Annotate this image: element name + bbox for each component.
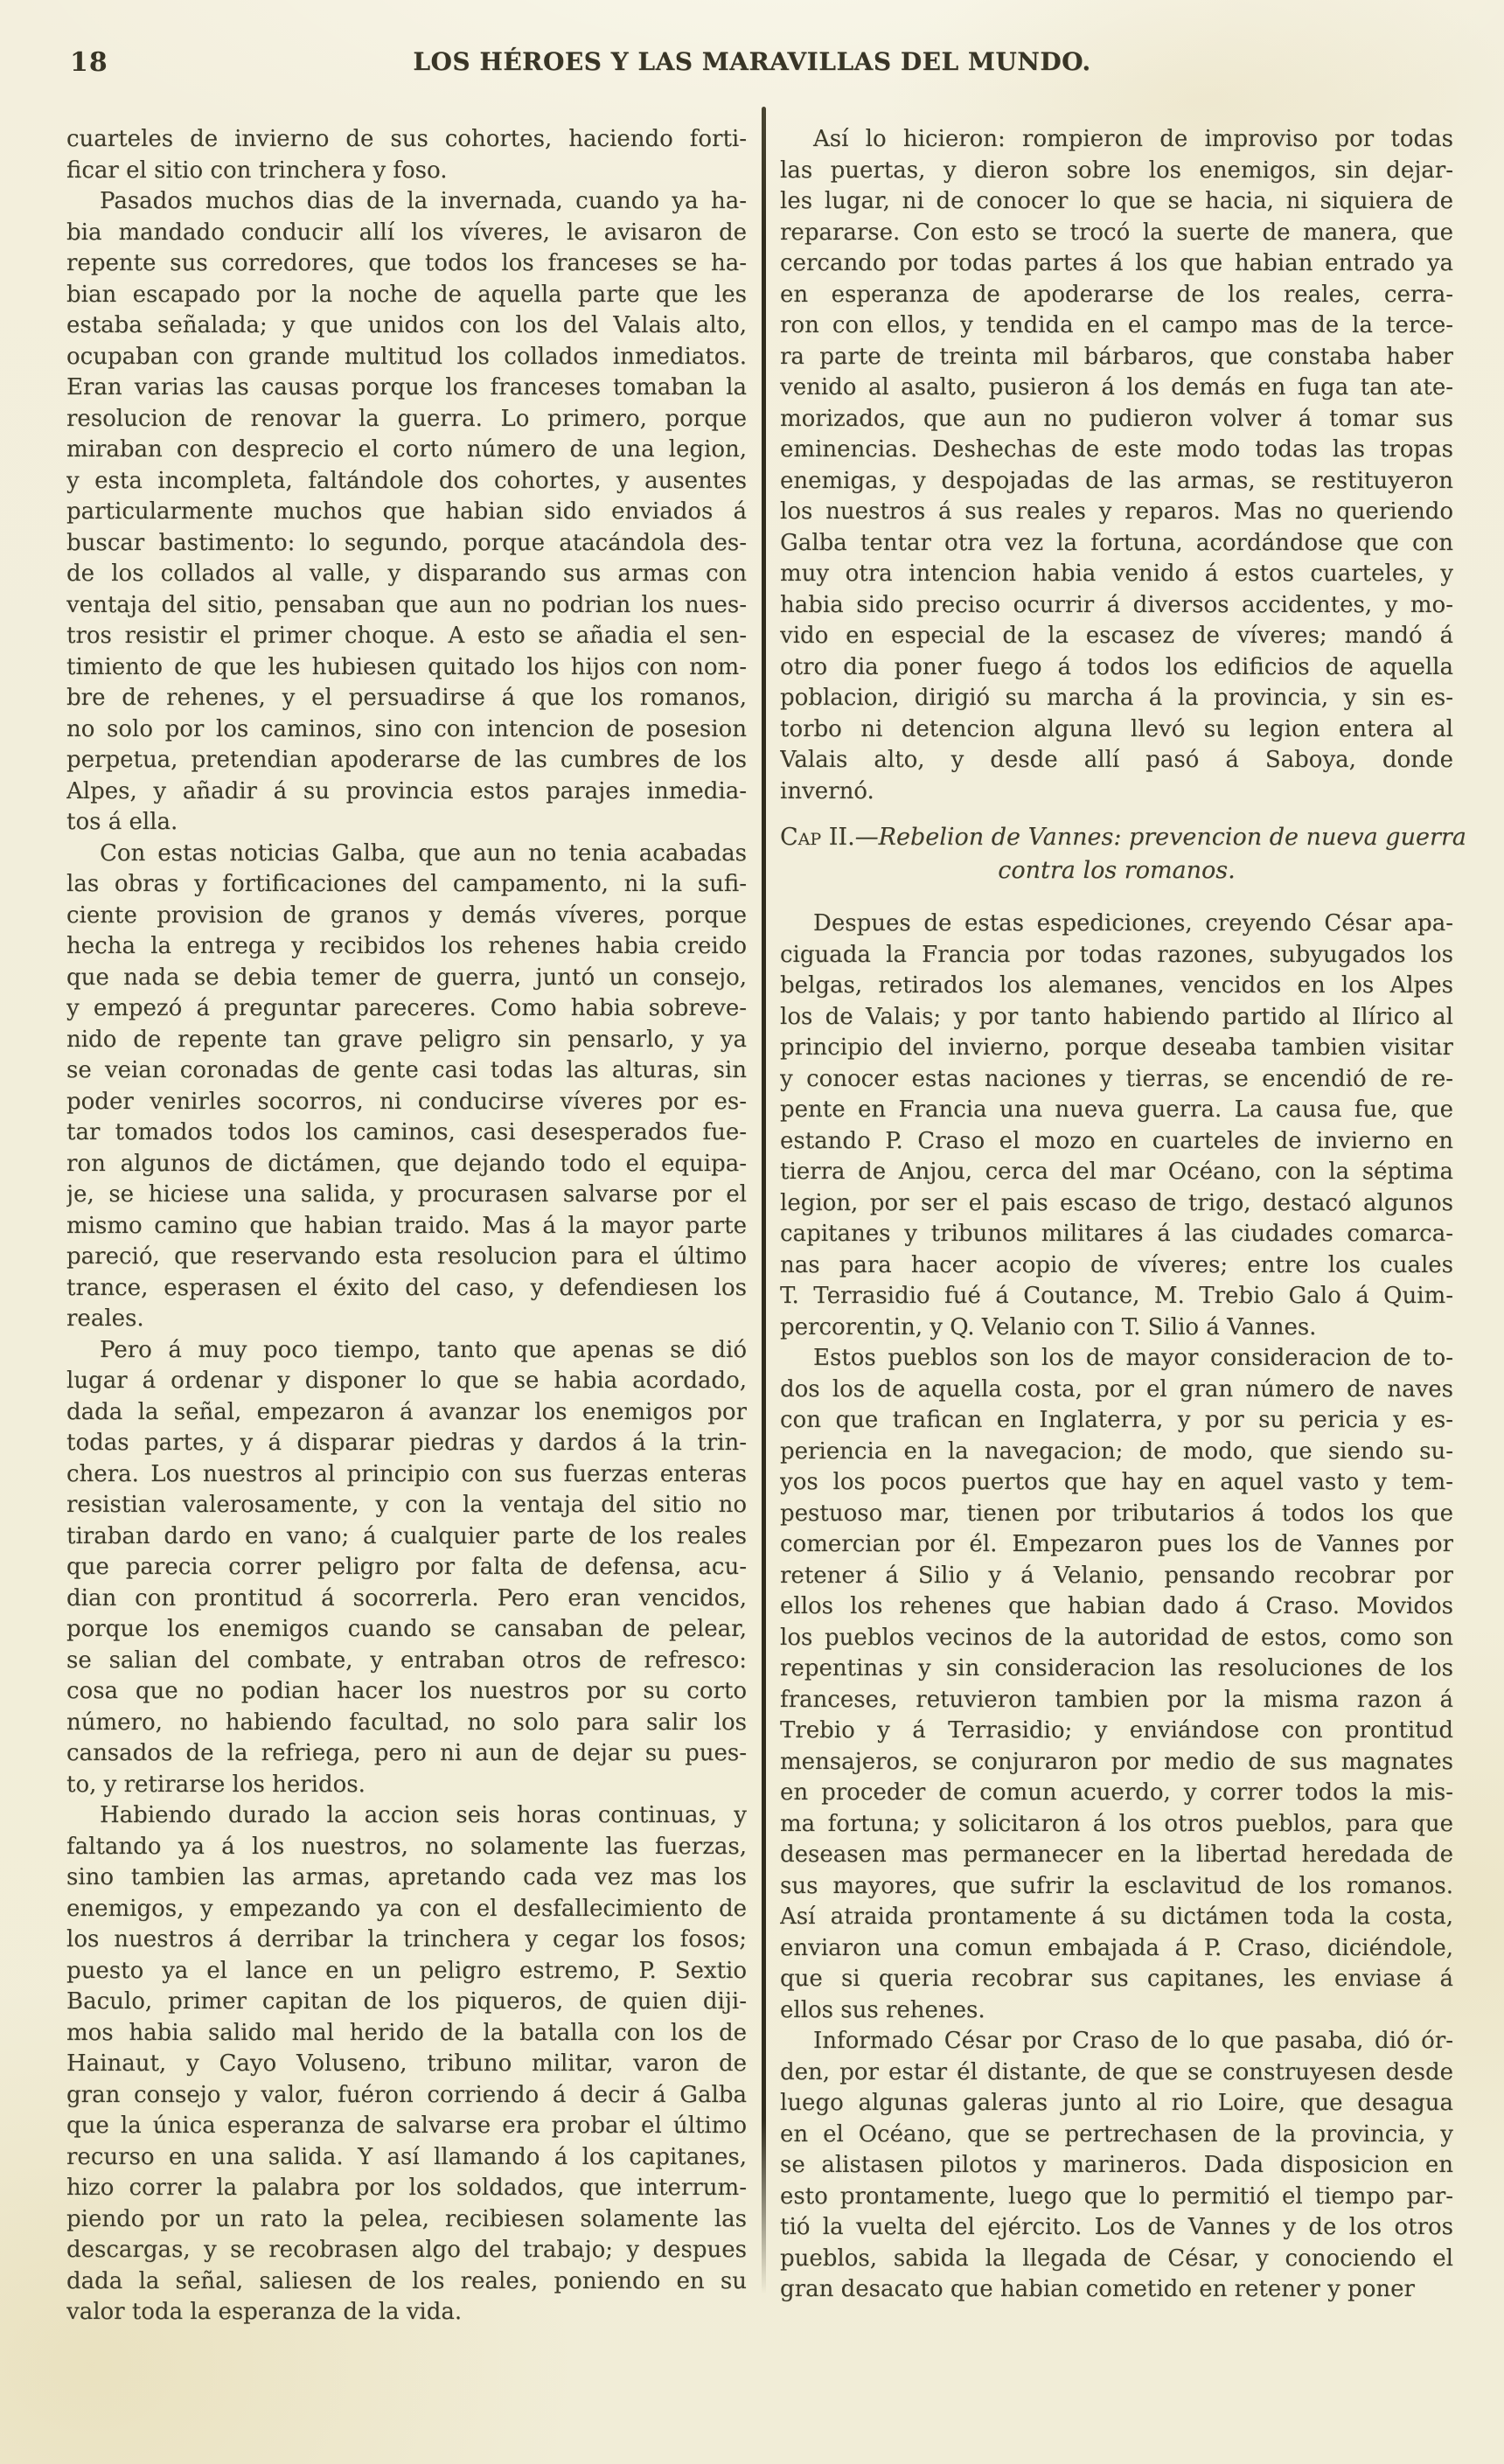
text-line: mismo camino que habian traido. Mas á la mayor parte: [66, 1212, 747, 1239]
text-line: faltando ya á los nuestros, no solamente las fuerzas,: [66, 1833, 747, 1860]
text-line: ron algunos de dictámen, que dejando todo el equipa-: [66, 1150, 747, 1177]
text-line: se veian coronadas de gente casi todas las alturas, sin: [66, 1057, 747, 1083]
text-line: ellos los rehenes que habian dado á Craso. Movidos: [780, 1593, 1453, 1619]
text-line: enviaron una comun embajada á P. Craso, diciéndole,: [780, 1934, 1453, 1961]
text-line: valor toda la esperanza de la vida.: [66, 2299, 463, 2325]
text-line: en proceder de comun acuerdo, y correr todos la mis-: [780, 1779, 1453, 1806]
text-line: les lugar, ni de conocer lo que se hacia, ni siquiera de: [780, 188, 1453, 214]
text-line: pente en Francia una nueva guerra. La causa fue, que: [780, 1096, 1453, 1123]
text-line: estaba señalada; y que unidos con los del Valais alto,: [66, 312, 747, 338]
running-title: LOS HÉROES Y LAS MARAVILLAS DEL MUNDO.: [413, 47, 1091, 76]
text-line: y conocer estas naciones y tierras, se encendió de re-: [780, 1065, 1453, 1092]
text-line: con que trafican en Inglaterra, y por su pericia y es-: [780, 1407, 1453, 1433]
paragraph: [66, 1800, 747, 2328]
text-line: resolucion de renovar la guerra. Lo primero, porque: [66, 405, 747, 432]
paragraph: [780, 2026, 1453, 2306]
text-line: en esperanza de apoderarse de los reales, cerra-: [780, 281, 1453, 308]
text-line: periencia en la navegacion; de modo, que siendo su-: [780, 1437, 1453, 1465]
text-line: den, por estar él distante, de que se construyesen desde: [780, 2058, 1453, 2085]
text-line: ventaja del sitio, pensaban que aun no podrian los nues-: [66, 591, 747, 618]
text-line: enemigos, y empezando ya con el desfallecimiento de: [66, 1895, 747, 1922]
text-line: bian escapado por la noche de aquella parte que les: [66, 281, 747, 308]
text-line: lugar á ordenar y disponer lo que se habia acordado,: [66, 1368, 747, 1394]
text-line: los de Valais; y por tanto habiendo partido al Ilírico al: [780, 1003, 1453, 1030]
text-line: trance, esperasen el éxito del caso, y defendiesen los: [66, 1274, 747, 1301]
text-line: ocupaban con grande multitud los collados inmediatos.: [66, 343, 747, 370]
text-line: Pasados muchos dias de la invernada, cuando ya ha-: [100, 188, 747, 214]
text-line: deseasen mas permanecer en la libertad heredada de: [780, 1841, 1453, 1868]
text-line: venido al asalto, pusieron á los demás en fuga tan ate-: [780, 374, 1453, 400]
text-line: los pueblos vecinos de la autoridad de estos, como son: [780, 1624, 1453, 1651]
text-line: en el Océano, que se pertrechasen de la provincia, y: [780, 2120, 1453, 2147]
text-line: retener á Silio y á Velanio, pensando recobrar por: [780, 1562, 1453, 1589]
text-line: pareció, que reservando esta resolucion para el último: [66, 1243, 747, 1270]
chapter-label: Cap II.: [780, 824, 855, 851]
text-line: tros resistir el primer choque. A esto se añadia el sen-: [66, 623, 747, 649]
text-line: pestuoso mar, tienen por tributarios á todos los que: [780, 1500, 1453, 1527]
text-line: bia mandado conducir allí los víveres, le avisaron de: [66, 219, 747, 246]
text-line: mos habia salido mal herido de la batalla con los de: [66, 2019, 747, 2046]
left-column: [66, 124, 747, 2328]
text-line: sino tambien las armas, apretando cada vez mas los: [66, 1864, 747, 1890]
text-line: muy otra intencion habia venido á estos cuarteles, y: [780, 560, 1453, 587]
text-line: ciguada la Francia por todas razones, subyugados los: [780, 941, 1453, 968]
text-line: mensajeros, se conjuraron por medio de sus magnates: [780, 1748, 1453, 1775]
text-line: que nada se debia temer de guerra, juntó un consejo,: [66, 964, 747, 991]
text-line: se salian del combate, y entraban otros de refresco:: [66, 1646, 747, 1674]
paragraph: [780, 124, 1453, 807]
text-line: tos á ella.: [66, 809, 178, 835]
text-line: percorentin, y Q. Velanio con T. Silio á Vannes.: [780, 1313, 1317, 1340]
text-line: Baculo, primer capitan de los piqueros, de quien diji-: [66, 1988, 747, 2015]
text-line: Pero á muy poco tiempo, tanto que apenas se dió: [100, 1336, 747, 1363]
text-line: se alistasen pilotos y marineros. Dada disposicion en: [780, 2152, 1453, 2178]
text-line: otro dia poner fuego á todos los edificios de aquella: [780, 653, 1453, 680]
text-line: cercando por todas partes á los que habian entrado ya: [780, 250, 1453, 276]
text-line: tió la vuelta del ejército. Los de Vannes y de los otros: [780, 2214, 1453, 2240]
text-line: resistian valerosamente, y con la ventaja del sitio no: [66, 1492, 747, 1518]
text-line: poblacion, dirigió su marcha á la provincia, y sin es-: [780, 685, 1453, 711]
text-line: estando P. Craso el mozo en cuarteles de invierno en: [780, 1127, 1453, 1154]
text-line: Valais alto, y desde allí pasó á Saboya, donde: [780, 747, 1453, 773]
text-line: Así lo hicieron: rompieron de improviso por todas: [813, 126, 1453, 152]
text-line: porque los enemigos cuando se cansaban de pelear,: [66, 1616, 747, 1642]
paragraph: [66, 186, 747, 839]
text-line: ron con ellos, y tendida en el campo mas de la terce-: [780, 312, 1453, 338]
text-line: nas para hacer acopio de víveres; entre los cuales: [780, 1251, 1453, 1278]
text-line: reales.: [66, 1305, 144, 1332]
text-line: capitanes y tribunos militares á las ciudades comarca-: [780, 1221, 1453, 1247]
text-line: luego algunas galeras junto al rio Loire, que desagua: [780, 2090, 1453, 2116]
text-line: je, se hiciese una salida, y procurasen salvarse por el: [66, 1181, 747, 1208]
text-line: dos los de aquella costa, por el gran número de naves: [780, 1375, 1453, 1403]
text-line: que parecia correr peligro por falta de defensa, acu-: [66, 1554, 747, 1580]
text-line: que si queria recobrar sus capitanes, les enviase á: [780, 1966, 1453, 1992]
text-line: invernó.: [780, 777, 874, 804]
text-line: todas partes, y á disparar piedras y dardos á la trin-: [66, 1430, 747, 1456]
text-line: dada la señal, empezaron á avanzar los enemigos por: [66, 1398, 747, 1425]
text-line: particularmente muchos que habian sido enviados á: [66, 498, 747, 525]
text-line: recurso en una salida. Y así llamando á los capitanes,: [66, 2143, 747, 2170]
text-line: to, y retirarse los heridos.: [66, 1771, 366, 1798]
text-line: hizo correr la palabra por los soldados, que interrum-: [66, 2175, 747, 2201]
page-number: 18: [70, 47, 108, 78]
column-divider-rule: [762, 107, 766, 2294]
text-line: las obras y fortificaciones del campamento, ni la sufi-: [66, 871, 747, 897]
paragraph: [66, 1335, 747, 1801]
text-line: tierra de Anjou, cerca del mar Océano, con la séptima: [780, 1159, 1453, 1185]
text-line: timiento de que les hubiesen quitado los hijos con nom-: [66, 653, 747, 680]
text-line: cansados de la refriega, pero ni aun de dejar su pues-: [66, 1740, 747, 1766]
text-line: repararse. Con esto se trocó la suerte de manera, que: [780, 219, 1453, 246]
text-line: T. Terrasidio fué á Coutance, M. Trebio Galo á Quim-: [780, 1283, 1453, 1309]
text-line: número, no habiendo facultad, no solo para salir los: [66, 1709, 747, 1736]
text-line: enemigas, y despojadas de las armas, se restituyeron: [780, 467, 1453, 494]
text-line: torbo ni detencion alguna llevó su legion entera al: [780, 715, 1453, 742]
text-line: hecha la entrega y recibidos los rehenes habia creido: [66, 933, 747, 959]
page-header: [0, 47, 1504, 87]
chapter-heading: [780, 821, 1466, 887]
text-line: Habiendo durado la accion seis horas continuas, y: [100, 1802, 747, 1828]
text-line: repente sus corredores, que todos los franceses se ha-: [66, 250, 747, 276]
text-line: dian con prontitud á socorrerla. Pero eran vencidos,: [66, 1584, 747, 1611]
paragraph: [66, 839, 747, 1335]
text-line: nido de repente tan grave peligro sin pensarlo, y ya: [66, 1026, 747, 1053]
text-line: Despues de estas espediciones, creyendo César apa-: [813, 910, 1453, 936]
text-line: ra parte de treinta mil bárbaros, que constaba haber: [780, 343, 1453, 370]
text-line: ma fortuna; y solicitaron á los otros pueblos, para que: [780, 1810, 1453, 1837]
chapter-title: —Rebelion de Vannes: prevencion de nueva guerra: [854, 824, 1466, 851]
text-line: franceses, retuvieron tambien por la misma razon á: [780, 1686, 1453, 1713]
chapter-heading-line: [780, 821, 1466, 854]
text-line: y esta incompleta, faltándole dos cohortes, y ausentes: [66, 467, 747, 494]
text-line: gran consejo y valor, fuéron corriendo á decir á Galba: [66, 2081, 747, 2108]
text-line: Trebio y á Terrasidio; y enviándose con prontitud: [780, 1717, 1453, 1744]
text-line: chera. Los nuestros al principio con sus fuerzas enteras: [66, 1460, 747, 1487]
text-line: comercian por él. Empezaron pues los de Vannes por: [780, 1531, 1453, 1557]
text-line: buscar bastimento: lo segundo, porque atacándola des-: [66, 529, 747, 556]
text-line: bre de rehenes, y el persuadirse á que los romanos,: [66, 685, 747, 711]
text-line: principio del invierno, porque deseaba tambien visitar: [780, 1034, 1453, 1061]
text-line: Así atraida prontamente á su dictámen toda la costa,: [780, 1904, 1453, 1930]
text-line: ellos sus rehenes.: [780, 1996, 985, 2023]
text-line: ficar el sitio con trinchera y foso.: [66, 157, 448, 184]
text-line: repentinas y sin consideracion las resoluciones de los: [780, 1655, 1453, 1681]
text-line: dada la señal, saliesen de los reales, poniendo en su: [66, 2267, 747, 2294]
text-line: Alpes, y añadir á su provincia estos parajes inmedia-: [66, 777, 747, 804]
text-line: miraban con desprecio el corto número de una legion,: [66, 436, 747, 463]
text-line: Informado César por Craso de lo que pasaba, dió ór-: [813, 2028, 1453, 2054]
text-line: poder venirles socorros, ni conducirse víveres por es-: [66, 1088, 747, 1115]
text-line: los nuestros á derribar la trinchera y cegar los fosos;: [66, 1926, 747, 1952]
text-line: gran desacato que habian cometido en retener y poner: [780, 2276, 1415, 2302]
text-line: descargas, y se recobrasen algo del trabajo; y despues: [66, 2237, 747, 2263]
text-line: las puertas, y dieron sobre los enemigos, sin dejar-: [780, 157, 1453, 184]
text-line: Hainaut, y Cayo Voluseno, tribuno militar, varon de: [66, 2050, 747, 2077]
text-line: tiraban dardo en vano; á cualquier parte de los reales: [66, 1522, 747, 1549]
text-line: yos los pocos puertos que hay en aquel vasto y tem-: [780, 1469, 1453, 1495]
text-line: perpetua, pretendian apoderarse de las cumbres de los: [66, 747, 747, 773]
text-line: Con estas noticias Galba, que aun no tenia acabadas: [100, 839, 747, 867]
text-line: habia sido preciso ocurrir á diversos accidentes, y mo-: [780, 591, 1453, 618]
text-line: sus mayores, que sufrir la esclavitud de los romanos.: [780, 1872, 1453, 1899]
text-line: cosa que no podian hacer los nuestros por su corto: [66, 1678, 747, 1704]
text-line: belgas, retirados los alemanes, vencidos en los Alpes: [780, 972, 1453, 999]
text-line: Estos pueblos son los de mayor consideracion de to-: [813, 1345, 1453, 1371]
text-line: pueblos, sabida la llegada de César, y conociendo el: [780, 2245, 1453, 2272]
text-line: ciente provision de granos y demás víveres, porque: [66, 901, 747, 929]
text-line: piendo por un rato la pelea, recibiesen solamente las: [66, 2205, 747, 2232]
text-line: no solo por los caminos, sino con intencion de posesion: [66, 715, 747, 742]
text-line: cuarteles de invierno de sus cohortes, haciendo forti-: [66, 126, 747, 152]
text-line: los nuestros á sus reales y reparos. Mas no queriendo: [780, 498, 1453, 525]
text-line: de los collados al valle, y disparando sus armas con: [66, 560, 747, 587]
paragraph: [780, 908, 1453, 1343]
right-column: [780, 124, 1466, 2306]
paragraph: [780, 1343, 1453, 2026]
chapter-title-line2: contra los romanos.: [998, 857, 1236, 884]
text-line: legion, por ser el pais escaso de trigo, destacó algunos: [780, 1189, 1453, 1216]
text-line: morizados, que aun no pudieron volver á tomar sus: [780, 405, 1453, 432]
text-line: esto prontamente, luego que lo permitió el tiempo par-: [780, 2182, 1453, 2210]
text-line: que la única esperanza de salvarse era probar el último: [66, 2112, 747, 2139]
text-line: puesto ya el lance en un peligro estremo, P. Sextio: [66, 1957, 747, 1984]
text-line: Eran varias las causas porque los franceses tomaban la: [66, 374, 747, 400]
text-line: tar tomados todos los caminos, casi desesperados fue-: [66, 1119, 747, 1145]
text-line: vido en especial de la escasez de víveres; mandó á: [780, 623, 1453, 649]
text-line: Galba tentar otra vez la fortuna, acordándose que con: [780, 529, 1453, 556]
paragraph: [66, 124, 747, 186]
text-line: eminencias. Deshechas de este modo todas las tropas: [780, 436, 1453, 463]
text-line: y empezó á preguntar pareceres. Como habia sobreve-: [66, 995, 747, 1021]
